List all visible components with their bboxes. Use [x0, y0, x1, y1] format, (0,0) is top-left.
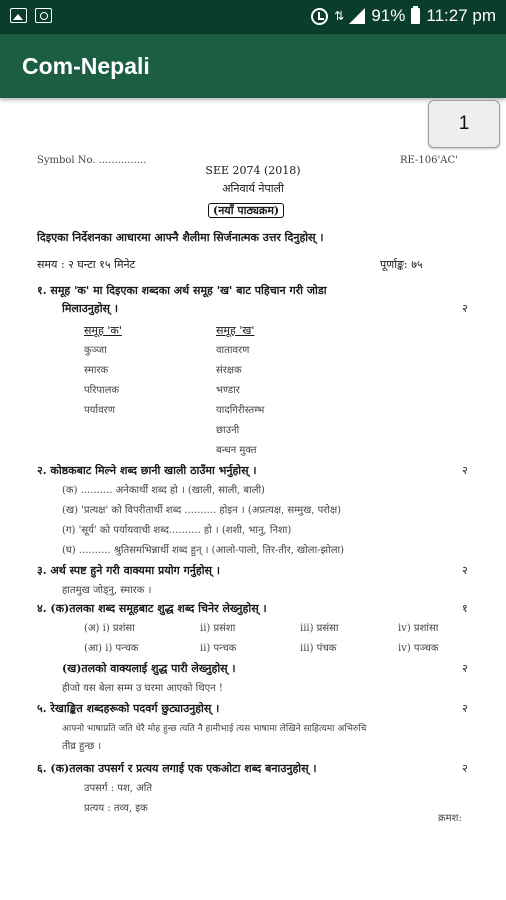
q1-text-line1: १. समूह 'क' मा दिइएका शब्दका अर्थ समूह 'ख' बाट पहिचान गरी जोडा	[37, 284, 327, 297]
status-notifications	[10, 8, 52, 23]
signal-icon	[349, 8, 365, 24]
paper-code: RE-106'AC'	[400, 155, 458, 166]
q5-line1: आफ्नो भाषाप्रति जति धेरै मोह हुन्छ त्यति नै हामीभाई त्यस भाषामा लेखिने साहित्यमा अभिरुचि	[62, 724, 367, 734]
q4-sub-b: (ख)तलको वाक्यलाई शुद्ध पारी लेख्नुहोस् ।	[62, 662, 236, 675]
battery-percent: 91%	[371, 6, 406, 25]
q4-option: (आ) i) पन्चक	[84, 643, 139, 654]
exam-paper[interactable]	[0, 98, 506, 900]
q2-marks: २	[462, 464, 468, 477]
q3-marks: २	[462, 564, 468, 577]
continued-label: क्रमश:	[438, 813, 462, 824]
page-number-badge[interactable]: 1	[428, 100, 500, 148]
network-activity-icon: ⇅	[334, 9, 344, 23]
q4-option: ii) पन्चक	[200, 643, 237, 654]
q4-sentence: हीजो यस बेला सम्म उ घरमा आएको थिएन !	[62, 683, 223, 694]
q4-option: iv) पञ्चक	[398, 643, 439, 654]
q1-group-b-item: भण्डार	[216, 385, 240, 396]
q1-group-b-item: संरक्षक	[216, 365, 242, 376]
q4-option: iii) प्रसंसा	[300, 623, 339, 634]
q5-line2: तीव्र हुन्छ ।	[62, 741, 102, 752]
symbol-no: Symbol No. ...............	[37, 155, 147, 166]
clock: 11:27 pm	[426, 6, 496, 25]
q6-prefix-line: उपसर्ग : पश, अति	[84, 783, 153, 794]
q1-group-a-item: स्मारक	[84, 365, 109, 376]
data-saver-icon	[311, 8, 328, 25]
q4-option: ii) प्रसंशा	[200, 623, 236, 634]
q1-group-b-header: समूह 'ख'	[216, 324, 255, 337]
q6-text: ६. (क)तलका उपसर्ग र प्रत्यय लगाई एक एकओटा शब्द बनाउनुहोस् ।	[37, 762, 317, 775]
q2-item: (ग) 'सूर्य' को पर्यायवाची शब्द.......... हो । (शशी, भानु, निशा)	[62, 525, 292, 536]
app-title: Com-Nepali	[22, 53, 150, 79]
full-marks: पूर्णाङ्क: ७५	[380, 258, 423, 271]
curriculum-wrap	[208, 204, 284, 218]
time-label: समय : २ घन्टा १५ मिनेट	[37, 258, 136, 271]
q1-text-line2: मिलाउनुहोस् ।	[62, 302, 118, 315]
q2-item: (घ) .......... श्रुतिसमभिन्नार्थी शब्द हुन् । (आलो-पालो, तिर-तीर, खोला-झोला)	[62, 545, 344, 556]
app-notification-icon	[35, 8, 52, 23]
status-bar	[0, 0, 506, 34]
q4-marks: १	[462, 602, 468, 615]
q4-sub-b-marks: २	[462, 662, 468, 675]
q3-words: हातमुख जोड्नु, स्मारक ।	[62, 585, 152, 596]
q5-text: ५. रेखाङ्कित शब्दहरूको पदवर्ग छुट्याउनुहोस् ।	[37, 702, 220, 715]
q1-group-b-item: छाउनी	[216, 425, 240, 436]
q2-text: २. कोष्ठकबाट मिल्ने शब्द छानी खाली ठाउँमा भर्नुहोस् ।	[37, 464, 257, 477]
exam-title: SEE 2074 (2018)	[205, 164, 301, 177]
q1-group-b-item: यादगिरीस्तम्भ	[216, 405, 265, 416]
q5-marks: २	[462, 702, 468, 715]
q6-marks: २	[462, 762, 468, 775]
q1-group-a-item: कुञ्जा	[84, 345, 107, 356]
q3-text: ३. अर्थ स्पष्ट हुने गरी वाक्यमा प्रयोग गर्नुहोस् ।	[37, 564, 220, 577]
app-bar	[0, 34, 506, 98]
q1-marks: २	[462, 302, 468, 315]
curriculum-label: (नयाँ पाठ्यक्रम)	[208, 203, 284, 218]
q1-group-a-item: परिपालक	[84, 385, 120, 396]
q1-group-b-item: बन्धन मुक्त	[216, 445, 257, 456]
q4-option: iii) पंचक	[300, 643, 337, 654]
q1-group-a-item: पर्यावरण	[84, 405, 115, 416]
q4-text: ४. (क)तलका शब्द समूहबाट शुद्ध शब्द चिनेर लेख्नुहोस् ।	[37, 602, 267, 615]
q1-group-a-header: समूह 'क'	[84, 324, 122, 337]
instruction: दिइएका निर्देशनका आधारमा आफ्नै शैलीमा सिर्जनात्मक उत्तर दिनुहोस् ।	[37, 231, 324, 244]
q1-group-b-item: वातावरण	[216, 345, 250, 356]
status-right	[311, 6, 496, 26]
q4-option: (अ) i) प्रशंसा	[84, 623, 135, 634]
q6-suffix-line: प्रत्यय : तव्य, इक	[84, 803, 148, 814]
subject-title: अनिवार्य नेपाली	[222, 182, 284, 195]
q4-option: iv) प्रशांसा	[398, 623, 439, 634]
q2-item: (ख) 'प्रत्यक्ष' को विपरीतार्थी शब्द .......... होइन । (अप्रत्यक्ष, सम्मुख, परोक्ष)	[62, 505, 342, 516]
q2-item: (क) .......... अनेकार्थी शब्द हो । (खाली, साली, बाली)	[62, 485, 265, 496]
gallery-notification-icon	[10, 8, 27, 23]
battery-icon	[411, 8, 420, 24]
